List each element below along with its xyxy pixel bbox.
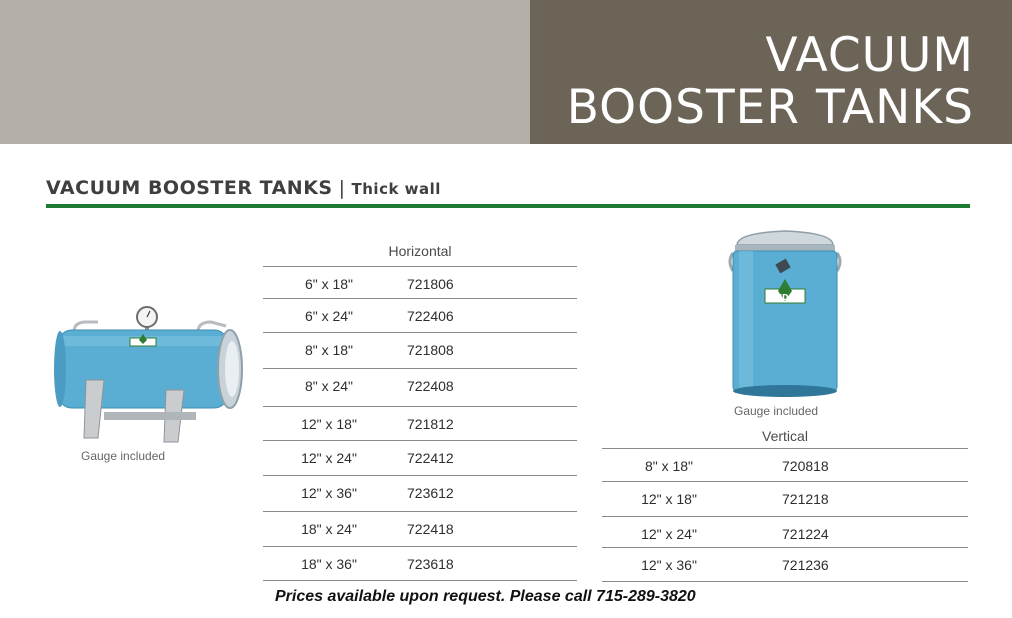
vertical-table-header: Vertical — [762, 428, 808, 444]
tank-size: 6" x 18" — [304, 276, 354, 292]
tank-size: 8" x 18" — [644, 458, 694, 474]
part-number: 722408 — [407, 378, 454, 394]
table-bottom-rule — [263, 580, 577, 581]
part-number: 721808 — [407, 342, 454, 358]
tank-size: 6" x 24" — [304, 308, 354, 324]
horizontal-caption: Gauge included — [81, 449, 166, 463]
part-number: 723618 — [407, 556, 454, 572]
banner-title-line1: VACUUM — [765, 28, 974, 83]
tank-size: 12" x 36" — [301, 485, 357, 501]
table-row — [263, 440, 577, 474]
table-bottom-rule — [602, 581, 968, 582]
part-number: 723612 — [407, 485, 454, 501]
tank-size: 12" x 18" — [641, 491, 697, 507]
table-row — [263, 368, 577, 402]
footer-note: Prices available upon request. Please call 715-289-3820 — [275, 588, 696, 605]
part-number: 721218 — [782, 491, 829, 507]
section-separator: | — [338, 177, 346, 199]
table-row — [263, 406, 577, 440]
banner-right-panel — [530, 0, 1012, 144]
table-row — [602, 547, 968, 581]
table-row — [263, 511, 577, 545]
part-number: 721812 — [407, 416, 454, 432]
tank-size: 12" x 24" — [641, 526, 697, 542]
section-title: VACUUM BOOSTER TANKS — [46, 177, 333, 199]
section-heading — [46, 177, 441, 199]
table-row — [602, 448, 968, 482]
banner-left-panel — [0, 0, 530, 144]
tank-size: 8" x 24" — [304, 378, 354, 394]
tank-size: 8" x 18" — [304, 342, 354, 358]
table-row — [263, 298, 577, 332]
tank-size: 12" x 36" — [641, 557, 697, 573]
table-row — [602, 481, 968, 515]
part-number: 721806 — [407, 276, 454, 292]
tank-size: 12" x 18" — [301, 416, 357, 432]
horizontal-tank-image — [46, 300, 246, 450]
tank-size: 18" x 36" — [301, 556, 357, 572]
banner-title-line2: BOOSTER TANKS — [566, 80, 974, 135]
section-subtitle: Thick wall — [351, 180, 441, 198]
vertical-caption: Gauge included — [734, 404, 819, 418]
table-row — [263, 475, 577, 509]
horizontal-table-header: Horizontal — [388, 243, 452, 259]
part-number: 721224 — [782, 526, 829, 542]
table-row — [263, 266, 577, 300]
part-number: 721236 — [782, 557, 829, 573]
table-row — [263, 546, 577, 580]
vertical-tank-image — [725, 225, 845, 405]
tank-size: 12" x 24" — [301, 450, 357, 466]
tank-size: 18" x 24" — [301, 521, 357, 537]
banner-title — [567, 30, 974, 134]
table-row — [602, 516, 968, 550]
section-divider — [46, 204, 970, 208]
logo-text: CDL — [776, 293, 794, 302]
part-number: 722418 — [407, 521, 454, 537]
part-number: 722412 — [407, 450, 454, 466]
table-row — [263, 332, 577, 366]
part-number: 720818 — [782, 458, 829, 474]
part-number: 722406 — [407, 308, 454, 324]
